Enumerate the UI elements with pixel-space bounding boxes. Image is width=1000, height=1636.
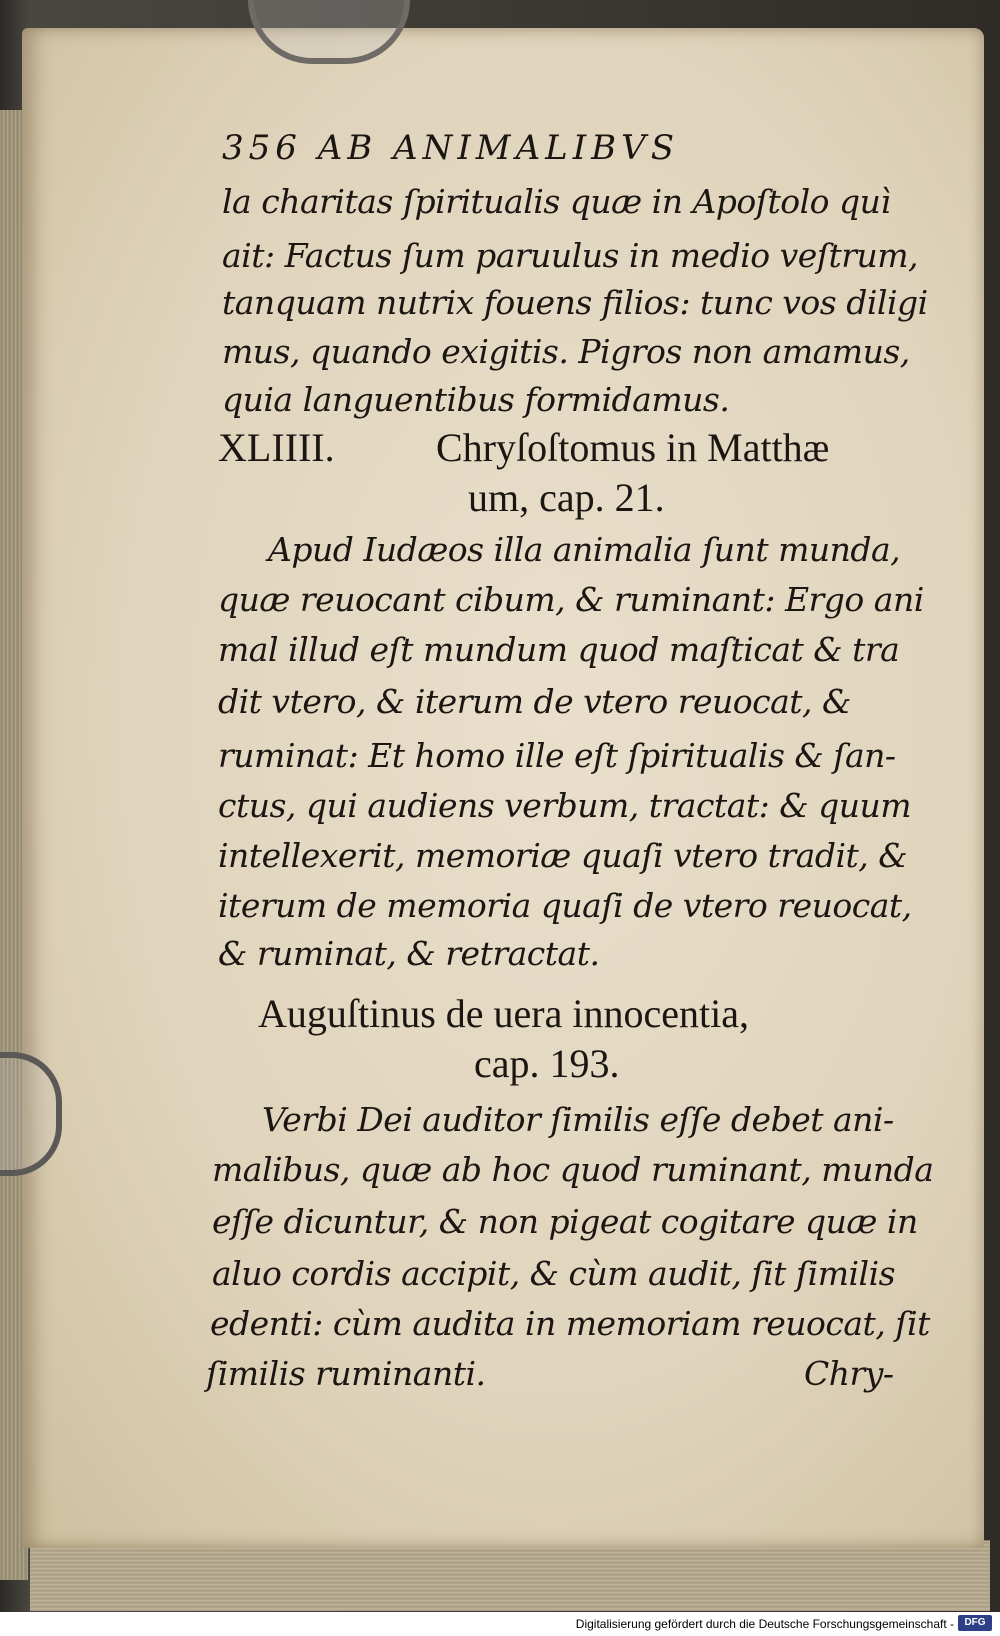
running-head: 356 AB ANIMALIBVS bbox=[222, 128, 679, 168]
text-line: tanquam nutrix fouens filios: tunc vos diligi bbox=[222, 283, 928, 322]
section-heading: Auguſtinus de uera innocentia, bbox=[258, 991, 749, 1036]
section-heading-continued: um, cap. 21. bbox=[468, 475, 665, 520]
text-line: edenti: cùm audita in memoriam reuocat, ſit bbox=[210, 1304, 930, 1343]
footer-credit: Digitalisierung gefördert durch die Deutsche Forschungsgemeinschaft - bbox=[575, 1617, 954, 1631]
text-line: quæ reuocant cibum, & ruminant: Ergo ani bbox=[218, 580, 924, 619]
text-line: Apud Iudæos illa animalia ſunt munda, bbox=[268, 530, 901, 569]
text-line: ruminat: Et homo ille eſt ſpiritualis & ſan- bbox=[218, 736, 896, 775]
text-line: mus, quando exigitis. Pigros non amamus, bbox=[222, 332, 910, 371]
text-line: aluo cordis accipit, & cùm audit, ſit ſimilis bbox=[212, 1254, 896, 1293]
section-heading-continued: cap. 193. bbox=[474, 1041, 620, 1086]
text-line: malibus, quæ ab hoc quod ruminant, munda bbox=[212, 1150, 934, 1189]
text-line: ctus, qui audiens verbum, tractat: & quum bbox=[218, 786, 912, 825]
page-edges-bottom bbox=[30, 1540, 990, 1611]
section-number: XLIIII. bbox=[218, 425, 335, 470]
text-line: ait: Factus ſum paruulus in medio veſtrum, bbox=[222, 236, 919, 275]
text-line: & ruminat, & retractat. bbox=[218, 934, 600, 973]
catchword: Chry- bbox=[804, 1354, 894, 1393]
text-line: dit vtero, & iterum de vtero reuocat, & bbox=[218, 682, 851, 721]
text-line: iterum de memoria quaſi de vtero reuocat, bbox=[218, 886, 912, 925]
text-line: Verbi Dei auditor ſimilis eſſe debet ani- bbox=[262, 1100, 894, 1139]
text-line: eſſe dicuntur, & non pigeat cogitare quæ in bbox=[212, 1202, 918, 1241]
dfg-logo[interactable]: DFG bbox=[958, 1615, 992, 1631]
text-line: quia languentibus formidamus. bbox=[222, 380, 730, 419]
text-line: ſimilis ruminanti. bbox=[206, 1354, 486, 1393]
text-line: intellexerit, memoriæ quaſi vtero tradit, & bbox=[218, 836, 908, 875]
text-line: la charitas ſpiritualis quæ in Apoſtolo quì bbox=[222, 182, 891, 221]
section-heading: Chryſoſtomus in Matthæ bbox=[436, 425, 830, 470]
text-line: mal illud eſt mundum quod maſticat & tra bbox=[218, 630, 900, 669]
